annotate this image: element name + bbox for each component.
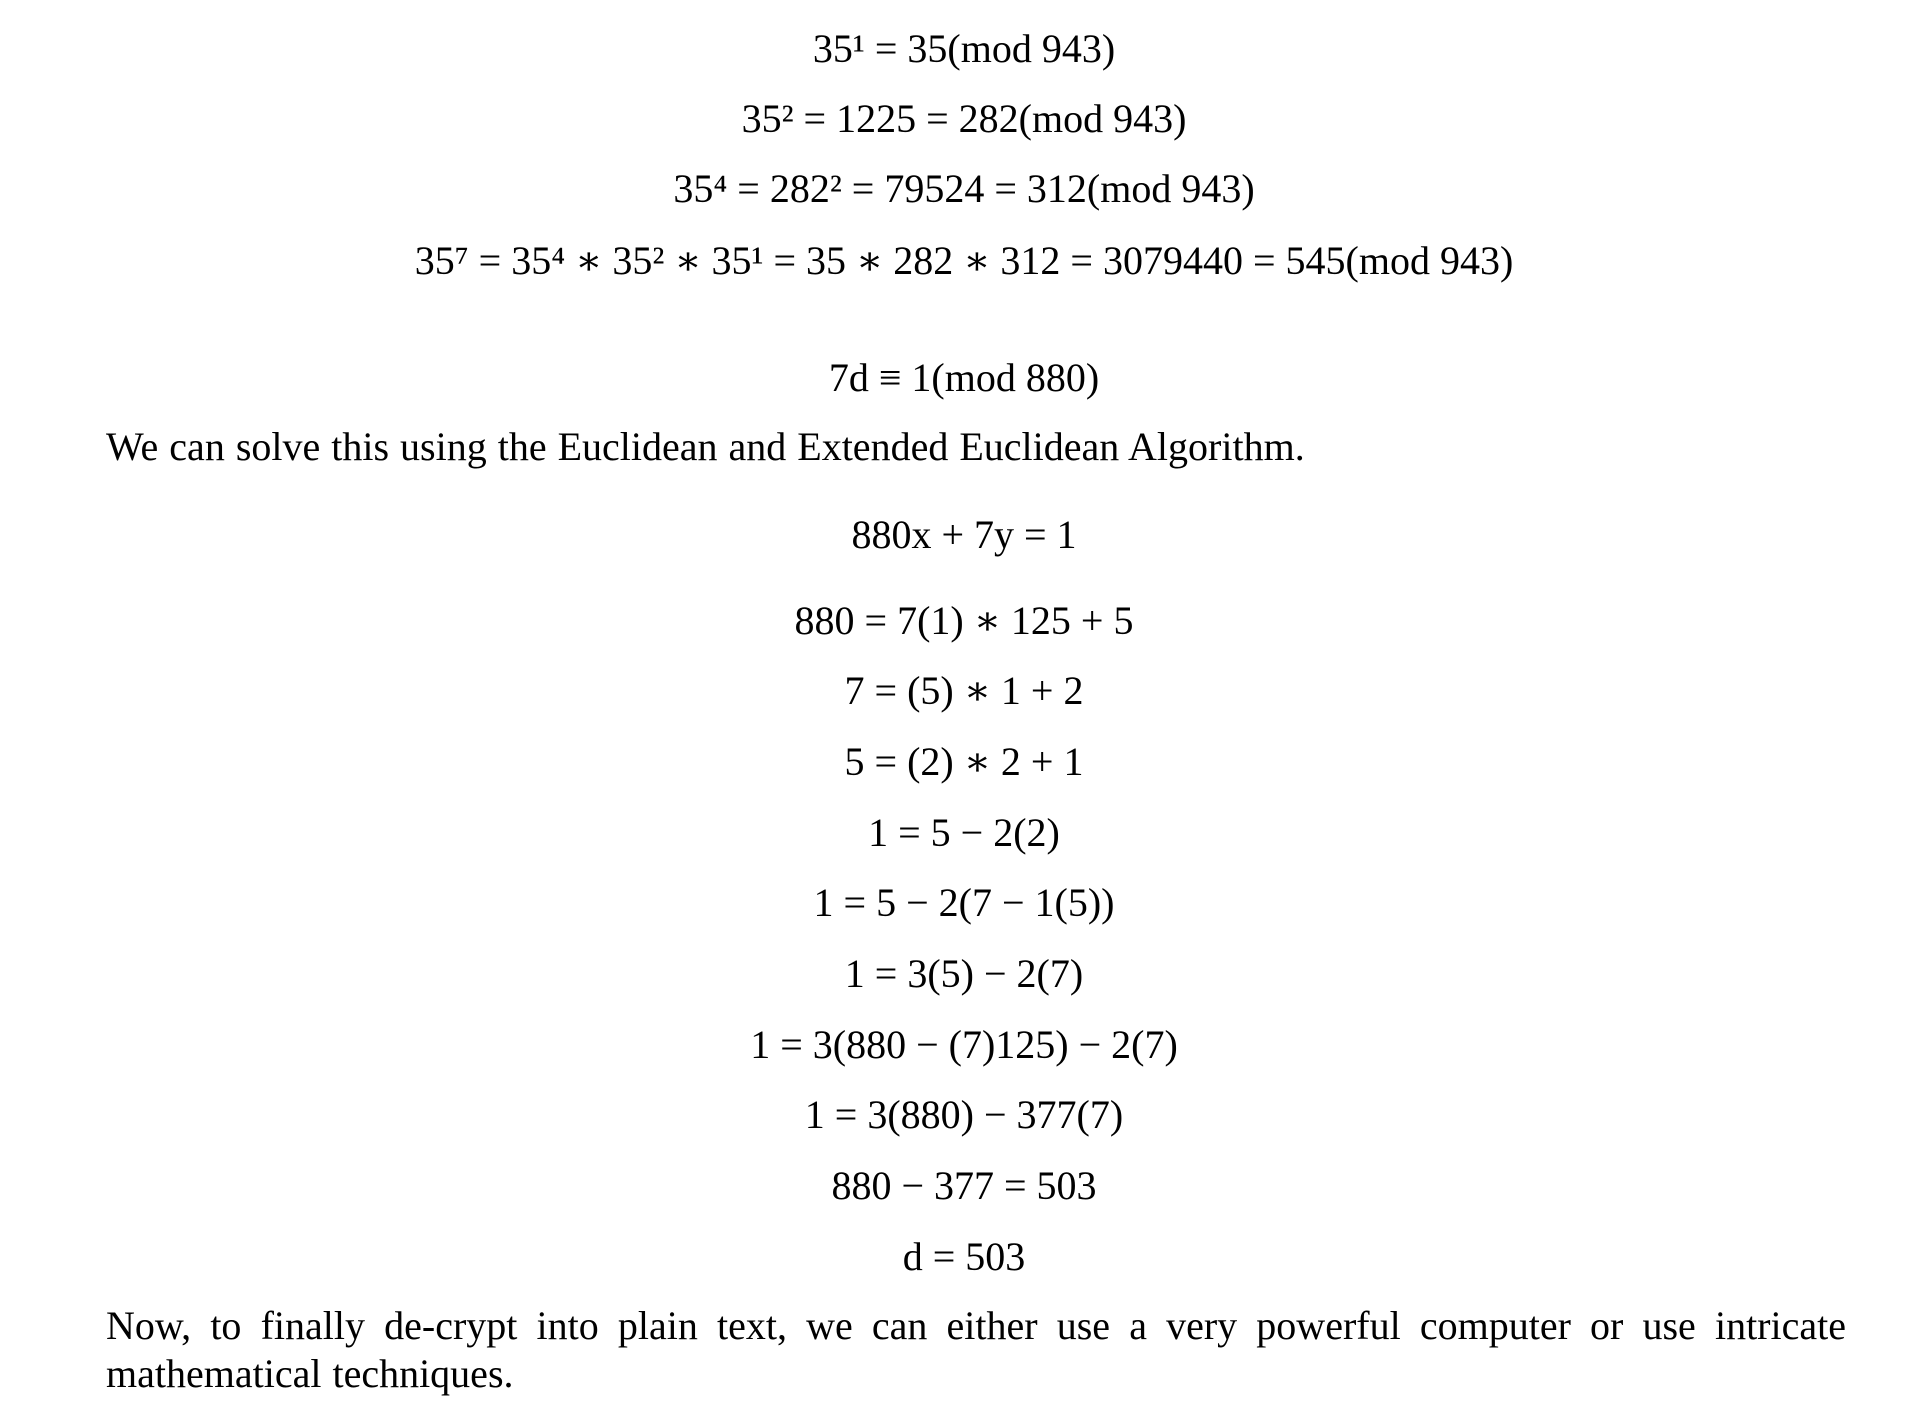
euclid-step: [0, 666, 1928, 716]
equation-text: 880x + 7y = 1: [851, 512, 1077, 557]
equation-text: 7d ≡ 1(mod 880): [828, 355, 1100, 400]
equation-text: 7 = (5) ∗ 1 + 2: [844, 668, 1084, 713]
euclid-step: [0, 737, 1928, 787]
equation-text: 35⁴ = 282² = 79524 = 312(mod 943): [673, 166, 1255, 211]
equation-text: 5 = (2) ∗ 2 + 1: [844, 739, 1084, 784]
equation-text: 1 = 5 − 2(7 − 1(5)): [813, 880, 1115, 925]
euclid-step: [0, 1020, 1928, 1070]
equation-text: 35⁷ = 35⁴ ∗ 35² ∗ 35¹ = 35 ∗ 282 ∗ 312 = 3079440 = 545(mod 943): [414, 238, 1514, 283]
equation-text: 880 − 377 = 503: [831, 1163, 1097, 1208]
equation-line: [0, 94, 1928, 144]
euclid-step: [0, 808, 1928, 858]
euclid-step: [0, 1090, 1928, 1140]
equation-text: 35¹ = 35(mod 943): [812, 26, 1116, 71]
equation-line: [0, 164, 1928, 214]
equation-text: 880 = 7(1) ∗ 125 + 5: [794, 598, 1134, 643]
equation-text: d = 503: [902, 1234, 1026, 1279]
equation-text: 1 = 3(880 − (7)125) − 2(7): [750, 1022, 1178, 1067]
result-equation: [0, 1232, 1928, 1282]
linear-equation: [0, 510, 1928, 560]
euclid-step: [0, 878, 1928, 928]
paragraph: We can solve this using the Euclidean and Extended Euclidean Algorithm.: [106, 424, 1305, 469]
paragraph: Now, to finally de-crypt into plain text, we can either use a very powerful computer or use intricate mathematical techniques.: [106, 1303, 1846, 1396]
euclid-step: [0, 1161, 1928, 1211]
congruence-equation: [0, 353, 1928, 403]
equation-text: 1 = 5 − 2(2): [868, 810, 1060, 855]
equation-line: [0, 236, 1928, 286]
euclid-step: [0, 949, 1928, 999]
equation-text: 1 = 3(5) − 2(7): [844, 951, 1084, 996]
equation-line: [0, 24, 1928, 74]
equation-text: 35² = 1225 = 282(mod 943): [741, 96, 1187, 141]
equation-text: 1 = 3(880) − 377(7): [804, 1092, 1124, 1137]
euclid-step: [0, 596, 1928, 646]
